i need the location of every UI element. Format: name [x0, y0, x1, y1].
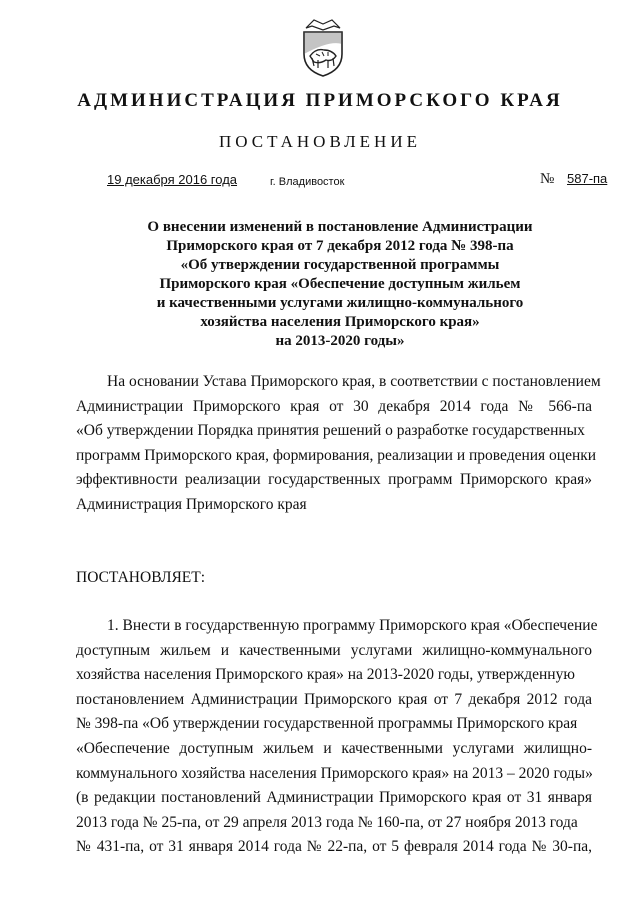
item-1-paragraph — [76, 614, 598, 860]
document-title — [120, 218, 560, 351]
paragraph-line: 2013 года № 25-па, от 29 апреля 2013 года № 160-па, от 27 ноября 2013 года — [76, 813, 578, 831]
paragraph-line: 1. Внести в государственную программу Приморского края «Обеспечение — [107, 617, 598, 634]
document-type: ПОСТАНОВЛЕНИЕ — [218, 132, 421, 151]
preamble-paragraph — [76, 370, 601, 518]
title-line: на 2013-2020 годы» — [275, 333, 405, 349]
organization-name: АДМИНИСТРАЦИЯ ПРИМОРСКОГО КРАЯ — [77, 90, 563, 111]
paragraph-line: хозяйства населения Приморского края» на 2013-2020 годы, утвержденную — [76, 666, 575, 684]
title-line: Приморского края от 7 декабря 2012 года № 398-па — [166, 238, 514, 254]
paragraph-line: программ Приморского края, формирования, реализации и проведения оценки — [76, 446, 597, 464]
number-label: № — [540, 171, 555, 187]
paragraph-line: (в редакции постановлений Администрации Приморского края от 31 января — [76, 789, 592, 807]
paragraph-line: постановлением Администрации Приморского края от 7 декабря 2012 года — [76, 690, 592, 708]
paragraph-line: «Обеспечение доступным жильем и качественными услугами жилищно- — [76, 739, 592, 757]
paragraph-line: Администрация Приморского края — [76, 495, 307, 513]
resolves-heading: ПОСТАНОВЛЯЕТ: — [76, 569, 206, 586]
paragraph-line: эффективности реализации государственных программ Приморского края» — [76, 471, 592, 489]
title-line: хозяйства населения Приморского края» — [200, 314, 480, 330]
document-city: г. Владивосток — [270, 176, 345, 188]
coat-of-arms-emblem-icon — [300, 14, 346, 78]
paragraph-line: доступным жильем и качественными услугами жилищно-коммунального — [76, 641, 592, 659]
paragraph-line: На основании Устава Приморского края, в соответствии с постановлением — [107, 373, 601, 390]
title-line: О внесении изменений в постановление Администрации — [147, 219, 533, 235]
title-line: «Об утверждении государственной программы — [180, 257, 500, 273]
document-number: 587-па — [567, 171, 608, 186]
paragraph-line: коммунального хозяйства населения Приморского края» на 2013 – 2020 годы» — [76, 764, 593, 782]
paragraph-line: «Об утверждении Порядка принятия решений о разработке государственных — [76, 422, 585, 440]
paragraph-line: № 398-па «Об утверждении государственной программы Приморского края — [76, 715, 578, 733]
title-line: Приморского края «Обеспечение доступным жильем — [159, 276, 521, 292]
title-line: и качественными услугами жилищно-коммунального — [156, 295, 524, 311]
document-date: 19 декабря 2016 года — [107, 172, 238, 187]
paragraph-line: № 431-па, от 31 января 2014 года № 22-па, от 5 февраля 2014 года № 30-па, — [76, 838, 592, 856]
paragraph-line: Администрации Приморского края от 30 декабря 2014 года № 566-па — [76, 397, 592, 415]
